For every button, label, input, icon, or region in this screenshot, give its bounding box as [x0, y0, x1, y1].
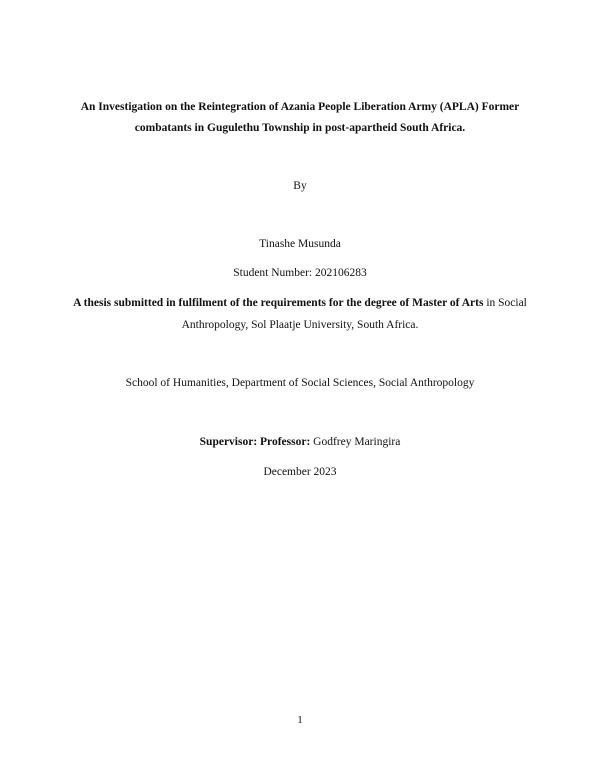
supervisor-name: Godfrey Maringira [310, 436, 401, 448]
supervisor-line [40, 435, 560, 450]
page-number: 1 [297, 714, 303, 726]
submission-date: December 2023 [263, 466, 337, 478]
supervisor-label: Supervisor: Professor: [199, 436, 311, 448]
thesis-statement-line-1 [40, 296, 560, 311]
thesis-title-line-2: combatants in Gugulethu Township in post-apartheid South Africa. [134, 122, 466, 134]
thesis-title-line-1: An Investigation on the Reintegration of Azania People Liberation Army (APLA) Former [80, 101, 520, 113]
by-label: By [293, 180, 307, 192]
thesis-statement-line-2: Anthropology, Sol Plaatje University, South Africa. [181, 319, 419, 331]
thesis-statement-rest: in Social [483, 297, 527, 309]
school-department: School of Humanities, Department of Social Sciences, Social Anthropology [125, 377, 475, 389]
author-name: Tinashe Musunda [259, 238, 341, 250]
student-number: Student Number: 202106283 [233, 267, 367, 279]
thesis-statement-bold: A thesis submitted in fulfilment of the requirements for the degree of Master of Arts [73, 297, 484, 309]
